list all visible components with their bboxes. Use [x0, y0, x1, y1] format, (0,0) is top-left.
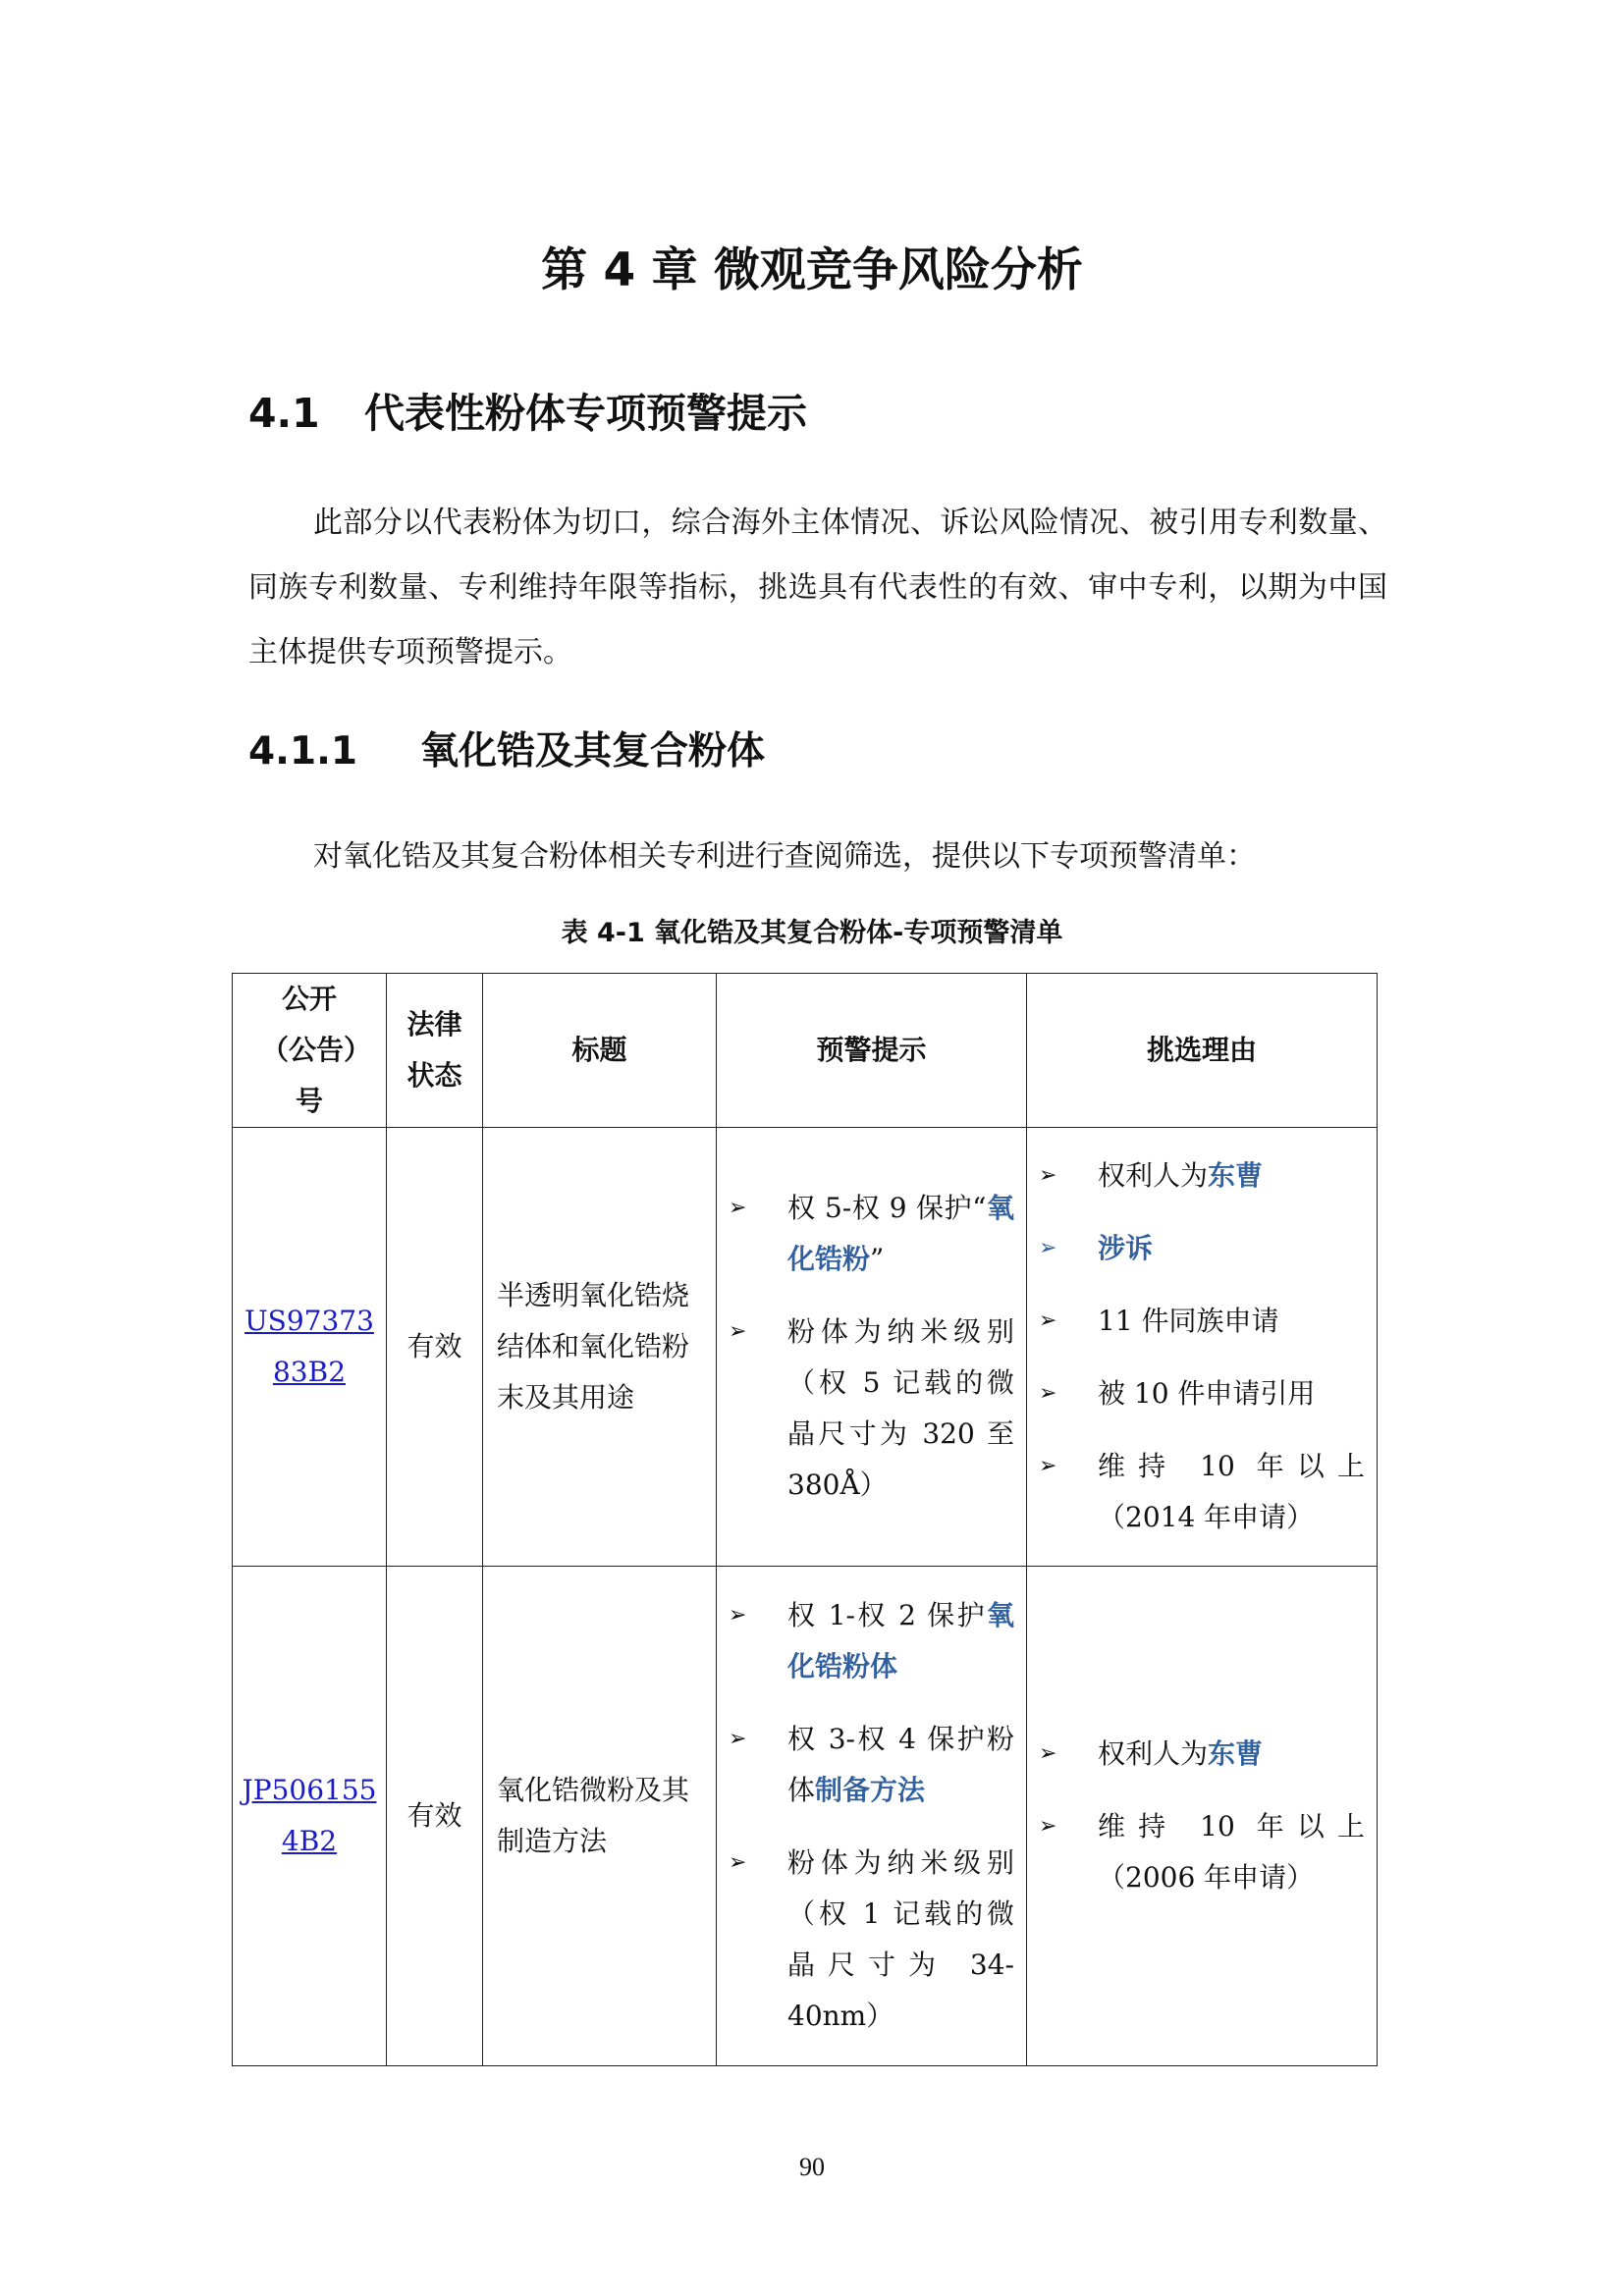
- reason-item: [1039, 1368, 1365, 1419]
- cell-status: 有效: [387, 1128, 483, 1567]
- item-text: 权 5-权 9 保护“: [787, 1192, 987, 1224]
- section-number: 4.1: [248, 390, 320, 437]
- item-text: 粉体为纳米级别（权 5 记载的微晶尺寸为 320 至 380Å）: [787, 1315, 1014, 1501]
- cell-id: [233, 1567, 387, 2066]
- warning-item: [729, 1183, 1014, 1285]
- header-warning: 预警提示: [717, 974, 1027, 1128]
- bullet-arrow-icon: ➢: [1039, 1741, 1057, 1766]
- item-text: 权利人为: [1098, 1159, 1209, 1192]
- reason-item: [1039, 1296, 1365, 1347]
- item-text: 维持 10 年以上（2006 年申请）: [1098, 1810, 1365, 1894]
- table-row: [233, 1567, 1378, 2066]
- header-title: 标题: [483, 974, 717, 1128]
- cell-warning: [717, 1128, 1027, 1567]
- warning-table: [232, 973, 1378, 2066]
- subsection-title: 氧化锆及其复合粉体: [420, 729, 766, 774]
- highlight-text: 东曹: [1208, 1737, 1264, 1770]
- reason-item: [1039, 1150, 1365, 1201]
- header-status: 法律状态: [387, 974, 483, 1128]
- bullet-arrow-icon: ➢: [1039, 1163, 1057, 1188]
- subsection-paragraph: 对氧化锆及其复合粉体相关专利进行查阅筛选，提供以下专项预警清单：: [313, 839, 1256, 874]
- patent-link[interactable]: JP5061554B2: [242, 1774, 377, 1857]
- section-title: 代表性粉体专项预警提示: [364, 390, 807, 437]
- cell-id: [233, 1128, 387, 1567]
- chapter-title: 第 4 章 微观竞争风险分析: [541, 243, 1083, 297]
- bullet-arrow-icon: ➢: [1039, 1814, 1057, 1839]
- table-header-row: [233, 974, 1378, 1128]
- patent-link[interactable]: US9737383B2: [244, 1305, 374, 1388]
- highlight-text: 涉诉: [1098, 1232, 1154, 1264]
- item-text: 被 10 件申请引用: [1098, 1377, 1316, 1410]
- highlight-text: 制备方法: [815, 1774, 926, 1806]
- subsection-heading: [248, 721, 765, 775]
- table-row: [233, 1128, 1378, 1567]
- reason-item: [1039, 1801, 1365, 1903]
- warning-item: [729, 1838, 1014, 2042]
- cell-title: 半透明氧化锆烧结体和氧化锆粉末及其用途: [483, 1128, 717, 1567]
- intro-paragraph: 此部分以代表粉体为切口，综合海外主体情况、诉讼风险情况、被引用专利数量、同族专利数量、专利维持年限等指标，挑选具有代表性的有效、审中专利，以期为中国主体提供专项预警提示。: [248, 506, 1387, 669]
- bullet-arrow-icon: ➢: [1039, 1308, 1057, 1333]
- reason-item: [1039, 1223, 1365, 1274]
- bullet-arrow-icon: ➢: [1039, 1381, 1057, 1406]
- cell-reason: [1027, 1128, 1378, 1567]
- item-text: 粉体为纳米级别（权 1 记载的微晶尺寸为 34-40nm）: [787, 1846, 1014, 2032]
- cell-title: 氧化锆微粉及其制造方法: [483, 1567, 717, 2066]
- highlight-text: 氧化锆粉体: [787, 1599, 1014, 1682]
- reasonlist: [1039, 1150, 1365, 1543]
- warning-item: [729, 1714, 1014, 1816]
- cell-reason: [1027, 1567, 1378, 2066]
- bullet-arrow-icon: ➢: [1039, 1236, 1057, 1260]
- item-text: 11 件同族申请: [1098, 1305, 1279, 1337]
- section-heading: [248, 381, 807, 439]
- item-text: ”: [870, 1243, 885, 1275]
- highlight-text: 东曹: [1208, 1159, 1264, 1192]
- cell-status: 有效: [387, 1567, 483, 2066]
- bullet-arrow-icon: ➢: [1039, 1454, 1057, 1478]
- reason-item: [1039, 1441, 1365, 1543]
- highlight-text: 氧化锆粉: [787, 1192, 1014, 1275]
- item-text: 权 1-权 2 保护: [787, 1599, 987, 1631]
- reasonlist: [1039, 1729, 1365, 1903]
- item-text: 维持 10 年以上（2014 年申请）: [1098, 1450, 1365, 1533]
- warning-item: [729, 1307, 1014, 1511]
- reason-item: [1039, 1729, 1365, 1780]
- bullet-arrow-icon: ➢: [729, 1603, 747, 1628]
- bullet-arrow-icon: ➢: [729, 1850, 747, 1875]
- item-text: 权利人为: [1098, 1737, 1209, 1770]
- bullet-arrow-icon: ➢: [729, 1727, 747, 1751]
- warning-item: [729, 1590, 1014, 1692]
- cell-warning: [717, 1567, 1027, 2066]
- warnlist: [729, 1590, 1014, 2042]
- page-number: 90: [799, 2153, 825, 2181]
- header-reason: 挑选理由: [1027, 974, 1378, 1128]
- bullet-arrow-icon: ➢: [729, 1196, 747, 1220]
- table-caption: 表 4-1 氧化锆及其复合粉体-专项预警清单: [561, 918, 1063, 948]
- bullet-arrow-icon: ➢: [729, 1319, 747, 1344]
- item-text: 权 3-权 4 保护粉体: [787, 1723, 1014, 1806]
- warnlist: [729, 1183, 1014, 1511]
- header-id: 公开（公告）号: [233, 974, 387, 1128]
- subsection-number: 4.1.1: [248, 729, 358, 774]
